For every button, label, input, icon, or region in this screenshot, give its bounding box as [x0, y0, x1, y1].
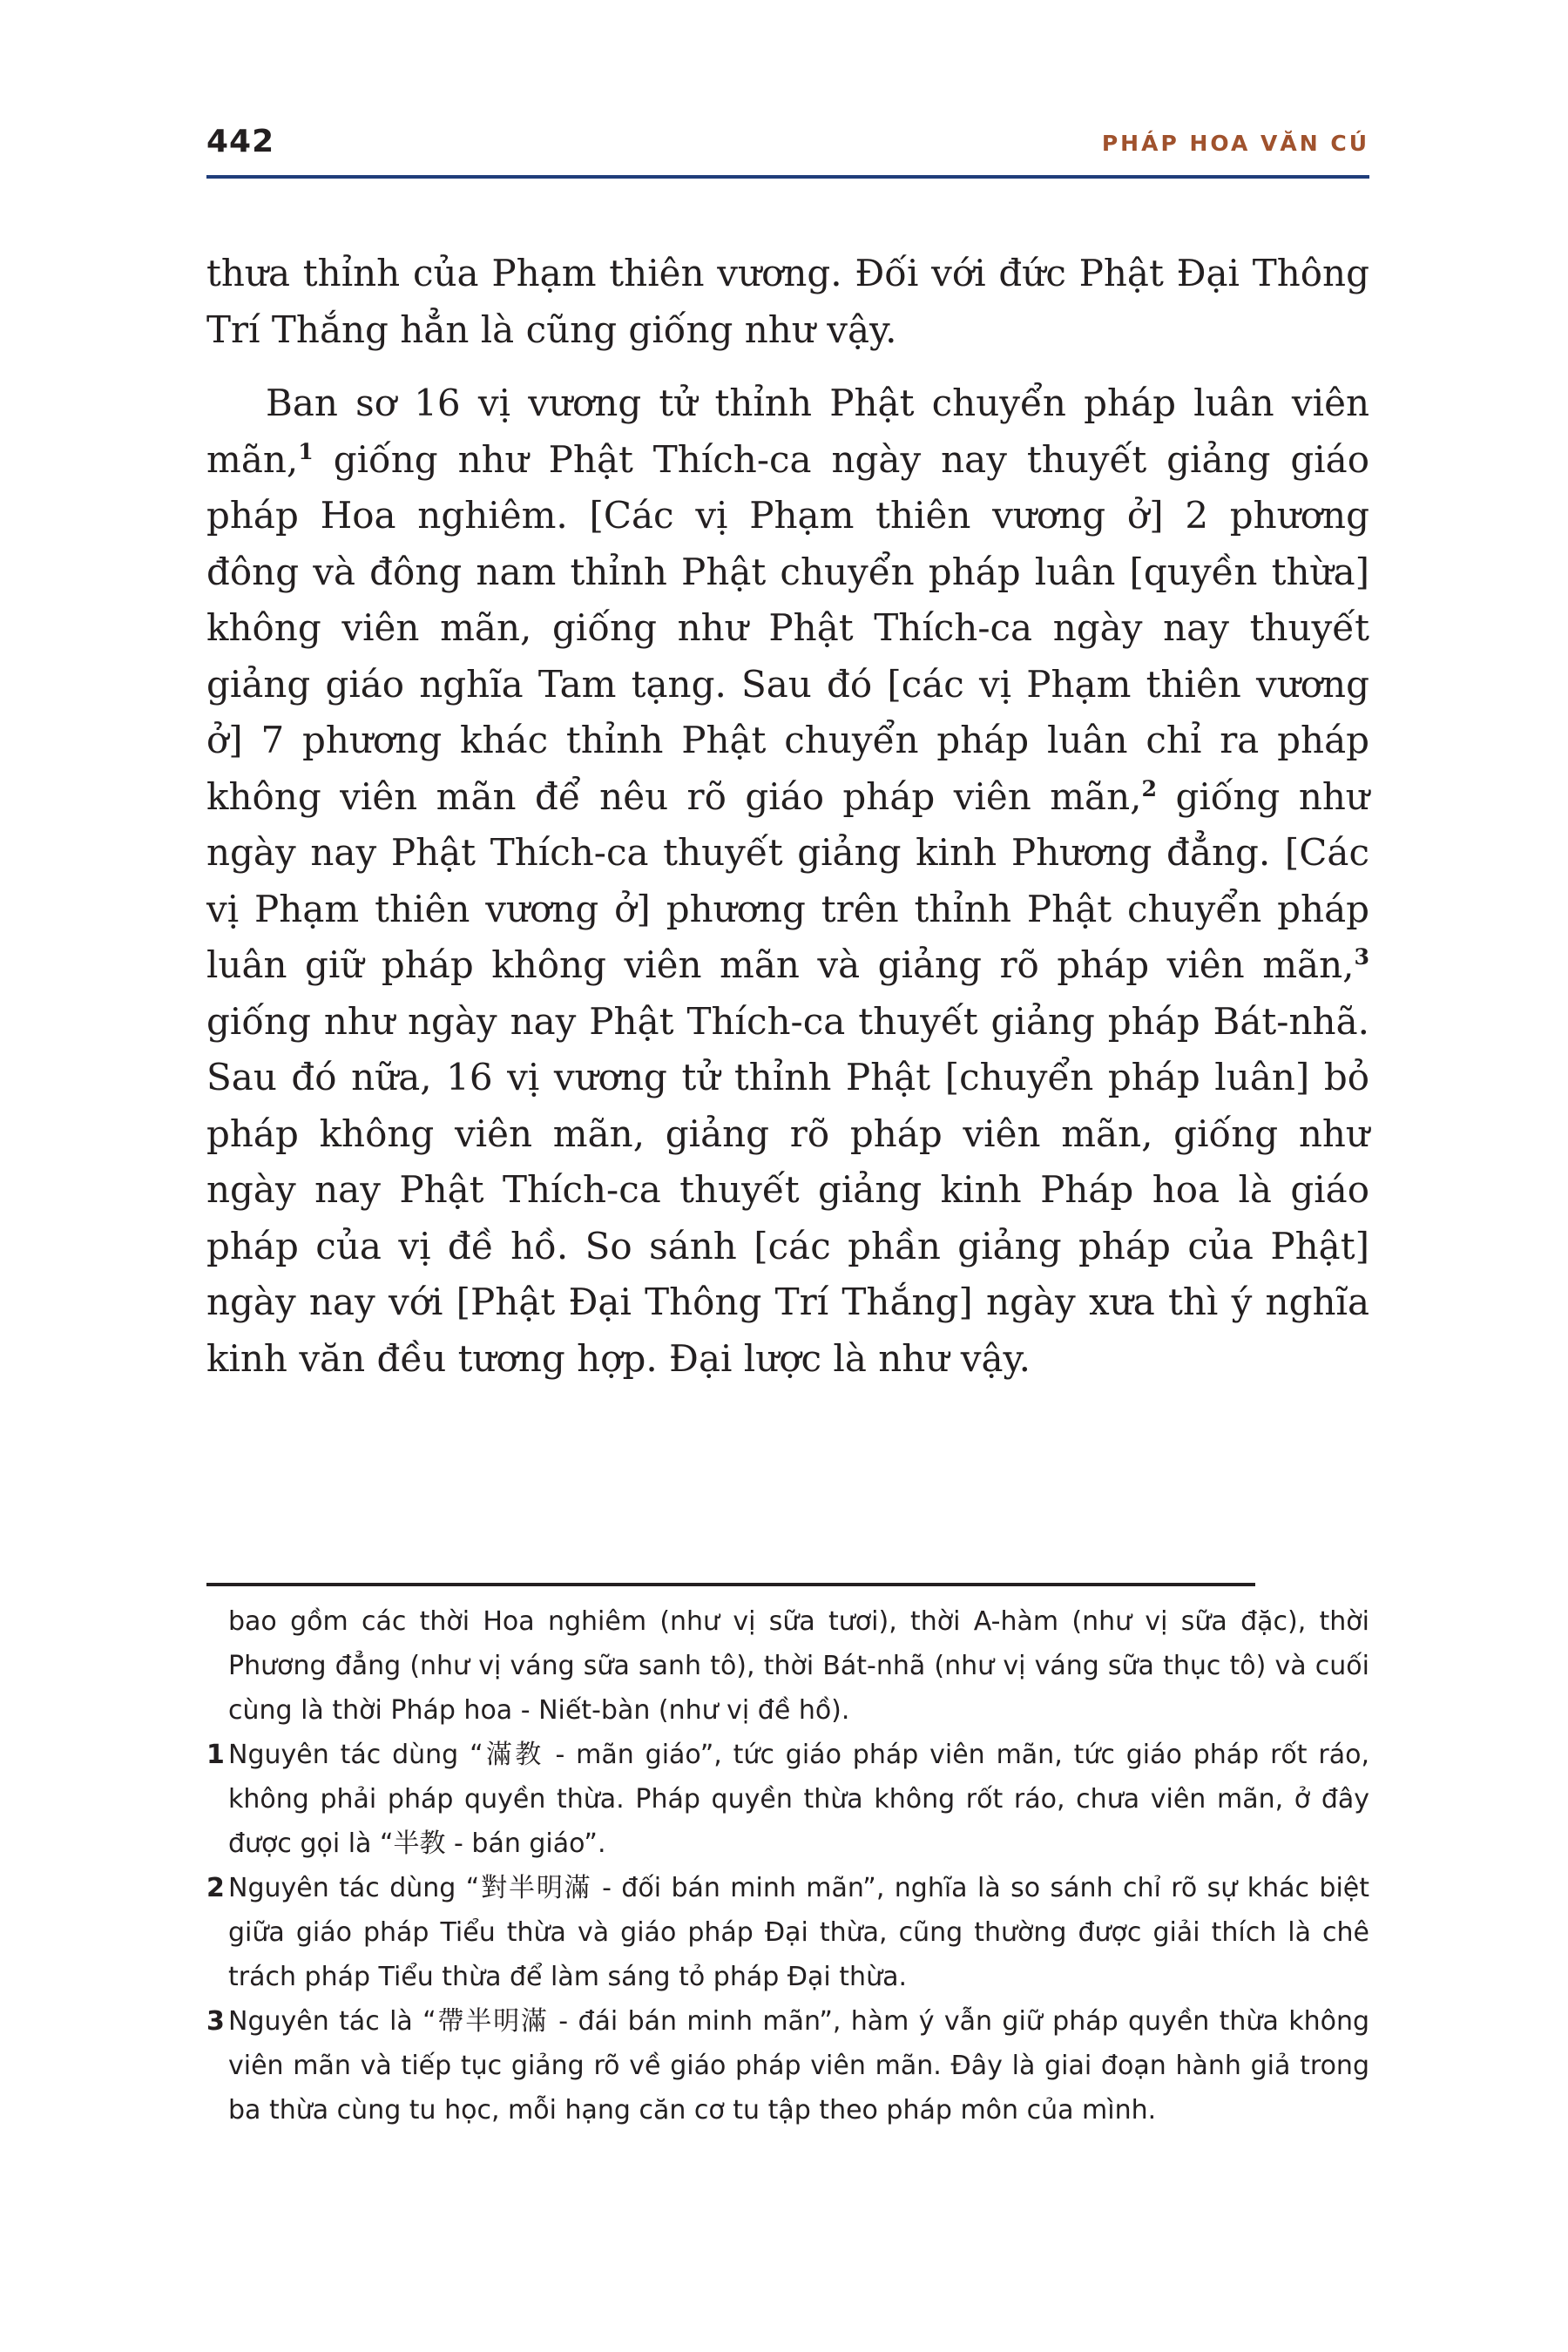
- footnote-text: Nguyên tác dùng “對半明滿 - đối bán minh mãn”, nghĩa là so sánh chỉ rõ sự khác biệt giữa giáo pháp Tiểu thừa và giáo pháp Đại thừa, cũng thường được giải thích là chê trách pháp Tiểu thừa để làm sáng tỏ pháp Đại thừa.: [228, 1873, 1369, 1992]
- footnote-text: Nguyên tác dùng “滿教 - mãn giáo”, tức giáo pháp viên mãn, tức giáo pháp rốt ráo, không phải pháp quyền thừa. Pháp quyền thừa không rốt ráo, chưa viên mãn, ở đây được gọi là “半教 - bán giáo”.: [228, 1740, 1369, 1859]
- page-number: 442: [206, 124, 275, 159]
- body-text: [206, 246, 1369, 1387]
- paragraph-2-text: Ban sơ 16 vị vương tử thỉnh Phật chuyển pháp luân viên mãn,: [206, 382, 1369, 481]
- paragraph-1: thưa thỉnh của Phạm thiên vương. Đối với đức Phật Đại Thông Trí Thắng hẳn là cũng giống như vậy.: [206, 252, 1369, 351]
- footnote-ref-2[interactable]: 2: [1141, 774, 1158, 801]
- footnotes: [206, 1599, 1369, 2132]
- page-header: [206, 118, 1369, 171]
- footnote-text: Nguyên tác là “帶半明滿 - đái bán minh mãn”, hàm ý vẫn giữ pháp quyền thừa không viên mãn và tiếp tục giảng rõ về giáo pháp viên mãn. Đây là giai đoạn hành giả trong ba thừa cùng tu học, mỗi hạng căn cơ tu tập theo pháp môn của mình.: [228, 2006, 1369, 2126]
- footnote-ref-3[interactable]: 3: [1354, 943, 1369, 970]
- running-title: PHÁP HOA VĂN CÚ: [1101, 131, 1369, 156]
- footnote-2: [206, 1866, 1369, 1999]
- header-rule: [206, 175, 1369, 179]
- paragraph-2-text: giống như ngày nay Phật Thích-ca thuyết giảng pháp Bát-nhã. Sau đó nữa, 16 vị vương tử thỉnh Phật [chuyển pháp luân] bỏ pháp không viên mãn, giảng rõ pháp viên mãn, giống như ngày nay Phật Thích-ca thuyết giảng kinh Pháp hoa là giáo pháp của vị đề hồ. So sánh [các phần giảng pháp của Phật] ngày nay với [Phật Đại Thông Trí Thắng] ngày xưa thì ý nghĩa kinh văn đều tương hợp. Đại lược là như vậy.: [206, 999, 1369, 1380]
- footnote-ref-1[interactable]: 1: [298, 437, 314, 464]
- footnote-rule: [206, 1583, 1255, 1586]
- footnote-mark: 2: [206, 1873, 225, 1903]
- paragraph-2-text: giống như ngày nay Phật Thích-ca thuyết giảng kinh Phương đẳng. [Các vị Phạm thiên vương ở] phương trên thỉnh Phật chuyển pháp luân giữ pháp không viên mãn và giảng rõ pháp viên mãn,: [206, 774, 1369, 986]
- footnote-mark: 1: [206, 1740, 225, 1770]
- footnote-mark: 3: [206, 2006, 225, 2037]
- footnote-3: [206, 1999, 1369, 2132]
- paragraph-2: [206, 375, 1369, 1387]
- footnote-continuation: bao gồm các thời Hoa nghiêm (như vị sữa tươi), thời A-hàm (như vị sữa đặc), thời Phương đẳng (như vị váng sữa sanh tô), thời Bát-nhã (như vị váng sữa thục tô) và cuối cùng là thời Pháp hoa - Niết-bàn (như vị đề hồ).: [228, 1606, 1369, 1726]
- paragraph-2-text: giống như Phật Thích-ca ngày nay thuyết giảng giáo pháp Hoa nghiêm. [Các vị Phạm thiên vương ở] 2 phương đông và đông nam thỉnh Phật chuyển pháp luân [quyền thừa] không viên mãn, giống như Phật Thích-ca ngày nay thuyết giảng giáo nghĩa Tam tạng. Sau đó [các vị Phạm thiên vương ở] 7 phương khác thỉnh Phật chuyển pháp luân chỉ ra pháp không viên mãn để nêu rõ giáo pháp viên mãn,: [206, 437, 1369, 818]
- footnote-1: [206, 1733, 1369, 1866]
